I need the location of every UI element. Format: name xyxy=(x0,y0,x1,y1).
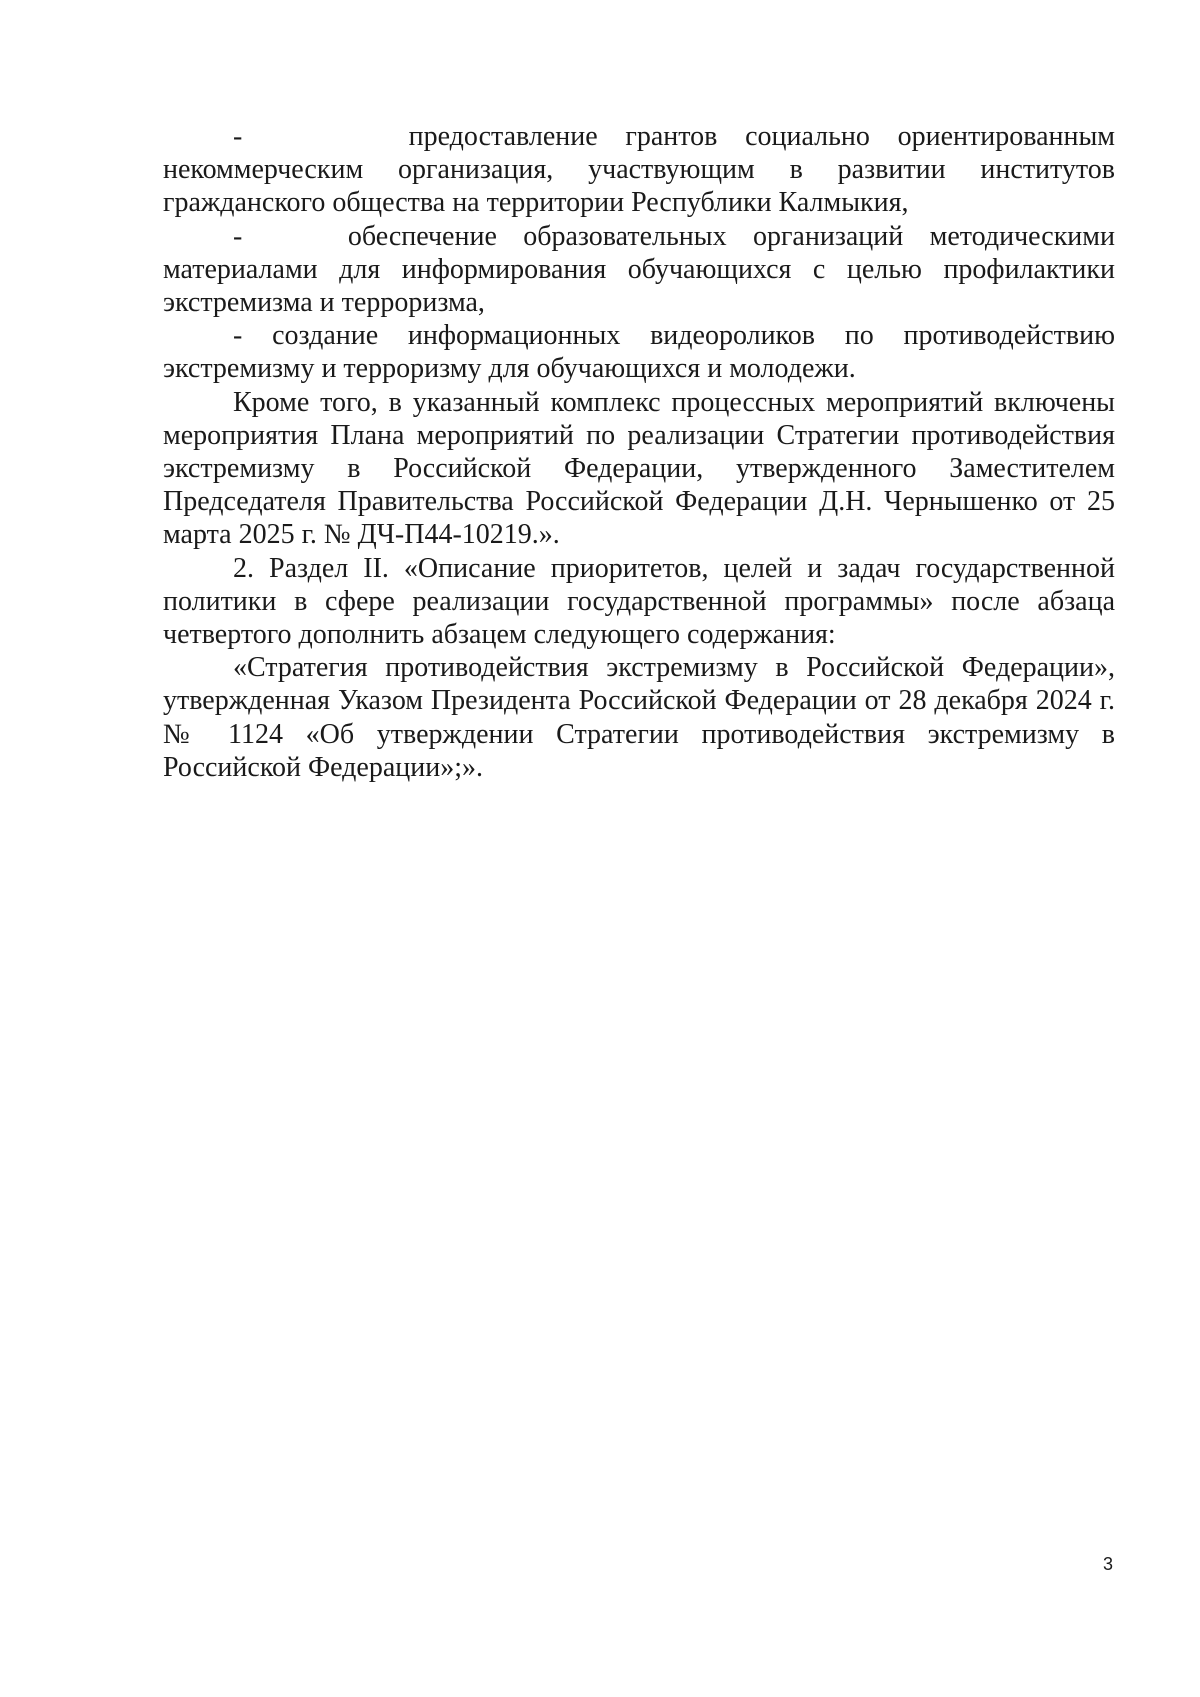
paragraph-plan-measures: Кроме того, в указанный комплекс процессных мероприятий включены мероприятия Плана мероприятий по реализации Стратегии противодействия экстремизму в Российской Федерации, утвержденного Заместителем Председателя Правительства Российской Федерации Д.Н. Чернышенко от 25 марта 2025 г. № ДЧ-П44-10219.». xyxy=(163,386,1115,551)
document-body xyxy=(163,120,1115,784)
paragraph-strategy-quote: «Стратегия противодействия экстремизму в Российской Федерации», утвержденная Указом Президента Российской Федерации от 28 декабря 2024 г. № 1124 «Об утверждении Стратегии противодействия экстремизму в Российской Федерации»;». xyxy=(163,652,1115,783)
paragraph-methodical-materials-bullet: - обеспечение образовательных организаций методическими материалами для информирования обучающихся с целью профилактики экстремизма и терроризма, xyxy=(163,220,1115,319)
paragraph-video-bullet: - создание информационных видеороликов по противодействию экстремизму и терроризму для обучающихся и молодежи. xyxy=(163,320,1115,385)
paragraph-section-ii: 2. Раздел II. «Описание приоритетов, целей и задач государственной политики в сфере реализации государственной программы» после абзаца четвертого дополнить абзацем следующего содержания: xyxy=(163,552,1115,651)
page-number: 3 xyxy=(1103,1554,1114,1574)
paragraph-grants-bullet: - предоставление грантов социально ориентированным некоммерческим организация, участвующим в развитии институтов гражданского общества на территории Республики Калмыкия, xyxy=(163,121,1115,219)
